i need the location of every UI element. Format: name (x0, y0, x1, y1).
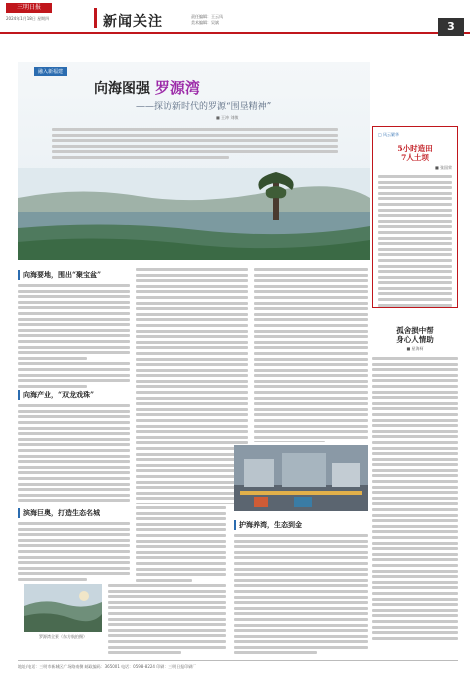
title-separator (94, 8, 97, 28)
bay-landscape-image (18, 168, 370, 260)
newspaper-logo: 三明日报 (6, 3, 52, 13)
section-heading-1: 向海要地，围出“聚宝盆” (18, 270, 130, 280)
hero-headline (94, 77, 200, 98)
article-column-1 (18, 268, 130, 504)
sidebar-title: 5小时造田 7人土坝 (397, 144, 433, 162)
article-column-7 (234, 518, 368, 656)
page-number: 3 (438, 18, 464, 36)
section-title: 新闻关注 (103, 14, 163, 30)
sidebar-author: ■ 张国荣 (434, 165, 452, 170)
hero-banner (18, 62, 370, 260)
hero-subhead: ——探访新时代的罗源“围垦精神” (136, 102, 272, 112)
hero-intro-text (52, 128, 338, 162)
article-column-2 (136, 268, 248, 504)
issue-date: 2024年1月18日 星期四 (6, 16, 50, 21)
column-article (372, 326, 458, 642)
column-author: ■ 星海柯 (406, 346, 424, 351)
factory-photo (234, 445, 368, 511)
sidebar-box (372, 126, 458, 308)
column-title: 孤舍损中帮 身心人情助 (396, 326, 434, 344)
section-heading-4: 护海养湾，生态到金 (234, 520, 368, 530)
bay-aerial-photo (24, 584, 102, 632)
sidebar-tag: □ 风云繁华 (378, 132, 400, 137)
editor-credits: 责任编辑：王云凤 美术编辑：吴斌 (191, 14, 223, 25)
headline-prefix: 向海图强 (94, 81, 150, 97)
article-column-4 (18, 506, 130, 582)
article-column-5 (108, 584, 226, 656)
headline-accent: 罗源湾 (154, 79, 200, 97)
section-heading-2: 向海产业，“双龙戏珠” (18, 390, 130, 400)
article-column-3 (254, 268, 368, 442)
section-heading-3: 滨海巨奥，打造生态名城 (18, 508, 130, 518)
hero-byline: ■ 王冲 刘敏 (216, 115, 239, 120)
hero-kicker: 融入新福建 (34, 67, 67, 76)
page-footer: 地址/电话：三明市新城区广场路南侧 邮政编码：365001 电话：0598-8224 印刷：三明日报印刷厂 (18, 660, 458, 670)
photo-caption: 罗源湾全景（东方航拍摄） (39, 634, 87, 639)
article-column-6 (136, 506, 226, 582)
masthead (0, 0, 470, 34)
